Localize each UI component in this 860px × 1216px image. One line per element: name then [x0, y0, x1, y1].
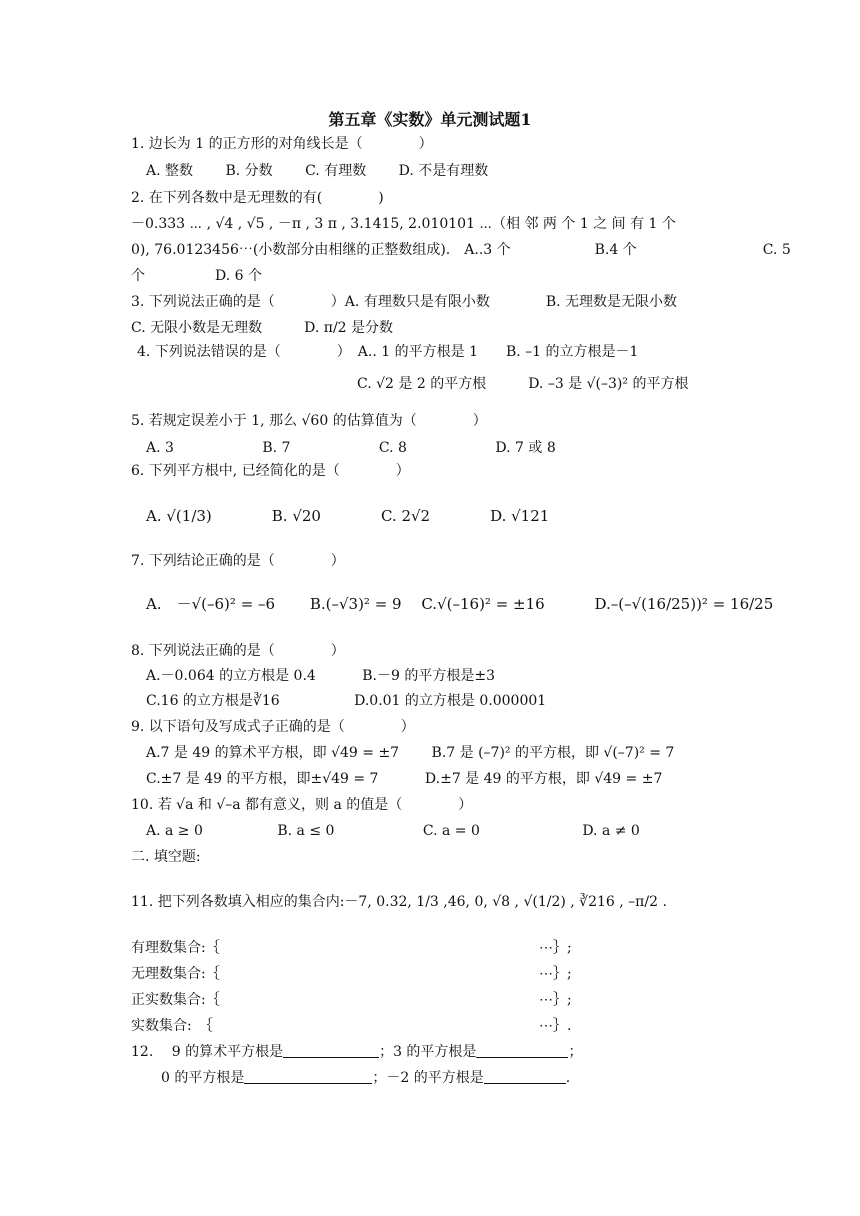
question-12-part-c: ；: [568, 1044, 583, 1060]
set-positive-real-label: 正实数集合:｛: [131, 992, 220, 1008]
question-12-part-e: ；－2 的平方根是: [372, 1070, 484, 1086]
question-4-line-1: 4. 下列说法错误的是（ ） A.. 1 的平方根是 1 B. –1 的立方根是－1: [137, 344, 639, 360]
question-12-part-b: ；3 的平方根是: [379, 1044, 477, 1060]
question-12-part-a: 12. 9 的算术平方根是: [131, 1044, 284, 1060]
question-1-options: A. 整数 B. 分数 C. 有理数 D. 不是有理数: [146, 163, 489, 179]
question-10-stem: 10. 若 √a 和 √–a 都有意义，则 a 的值是（ ）: [131, 797, 473, 813]
question-12-line-1: [131, 1042, 582, 1062]
answer-blank-2[interactable]: [476, 1043, 568, 1058]
question-3-line-2: C. 无限小数是无理数 D. π/2 是分数: [131, 320, 394, 336]
question-5-options: A. 3 B. 7 C. 8 D. 7 或 8: [146, 440, 556, 456]
question-2-line-1: －0.333 ⋯ , √4 , √5 , －π , 3 π , 3.1415, 2.010101 ⋯（相 邻 两 个 1 之 间 有 1 个: [131, 216, 676, 232]
section-fill-in-heading: 二. 填空题:: [131, 849, 201, 865]
set-irrational-label: 无理数集合:｛: [131, 966, 220, 982]
question-3-line-1: 3. 下列说法正确的是（ ）A. 有理数只是有限小数 B. 无理数是无限小数: [131, 294, 678, 310]
question-2-line-3: 个 D. 6 个: [131, 268, 262, 284]
question-11-stem: 11. 把下列各数填入相应的集合内:－7, 0.32, 1/3 ,46, 0, √8 , √(1/2) , ∛216 , –π/2 .: [131, 894, 667, 910]
question-5-stem: 5. 若规定误差小于 1, 那么 √60 的估算值为（ ）: [131, 413, 487, 429]
question-12-part-d: 0 的平方根是: [161, 1070, 245, 1086]
question-12-line-2: [161, 1068, 570, 1088]
question-7-stem: 7. 下列结论正确的是（ ）: [131, 553, 345, 569]
question-7-options: A. －√(–6)² = –6 B.(–√3)² = 9 C.√(–16)² = ±16 D.–(–√(16/25))² = 16/25: [146, 595, 774, 613]
question-12-part-f: .: [565, 1070, 571, 1086]
question-4-line-2: C. √2 是 2 的平方根 D. –3 是 √(–3)² 的平方根: [357, 376, 689, 392]
question-1-stem: 1. 边长为 1 的正方形的对角线长是（ ）: [131, 136, 433, 152]
answer-blank-4[interactable]: [484, 1069, 566, 1084]
question-2-line-2: 0), 76.0123456⋯(小数部分由相继的正整数组成). A..3 个 B.4 个 C. 5: [131, 242, 791, 258]
question-9-line-2: C.±7 是 49 的平方根，即±√49 = 7 D.±7 是 49 的平方根，即 √49 = ±7: [146, 771, 663, 787]
answer-blank-3[interactable]: [244, 1069, 372, 1084]
answer-blank-1[interactable]: [283, 1043, 379, 1058]
set-rational-end: ⋯｝;: [539, 940, 572, 956]
question-8-line-1: A.－0.064 的立方根是 0.4 B.－9 的平方根是±3: [146, 668, 495, 684]
question-9-line-1: A.7 是 49 的算术平方根，即 √49 = ±7 B.7 是 (–7)² 的平方根，即 √(–7)² = 7: [146, 745, 675, 761]
question-8-stem: 8. 下列说法正确的是（ ）: [131, 643, 345, 659]
set-real-label: 实数集合: ｛: [131, 1018, 213, 1034]
set-real-end: ⋯｝.: [539, 1018, 572, 1034]
page-title: 第五章《实数》单元测试题1: [328, 110, 532, 129]
question-9-stem: 9. 以下语句及写成式子正确的是（ ）: [131, 719, 415, 735]
question-6-options: A. √(1/3) B. √20 C. 2√2 D. √121: [146, 507, 550, 525]
question-2-stem: 2. 在下列各数中是无理数的有( ): [131, 190, 384, 206]
set-rational-label: 有理数集合:｛: [131, 940, 220, 956]
question-6-stem: 6. 下列平方根中, 已经简化的是（ ）: [131, 463, 410, 479]
question-8-line-2: C.16 的立方根是∛16 D.0.01 的立方根是 0.000001: [146, 693, 547, 709]
set-positive-real-end: ⋯｝;: [539, 992, 572, 1008]
set-irrational-end: ⋯｝;: [539, 966, 572, 982]
question-10-options: A. a ≥ 0 B. a ≤ 0 C. a = 0 D. a ≠ 0: [146, 823, 640, 839]
